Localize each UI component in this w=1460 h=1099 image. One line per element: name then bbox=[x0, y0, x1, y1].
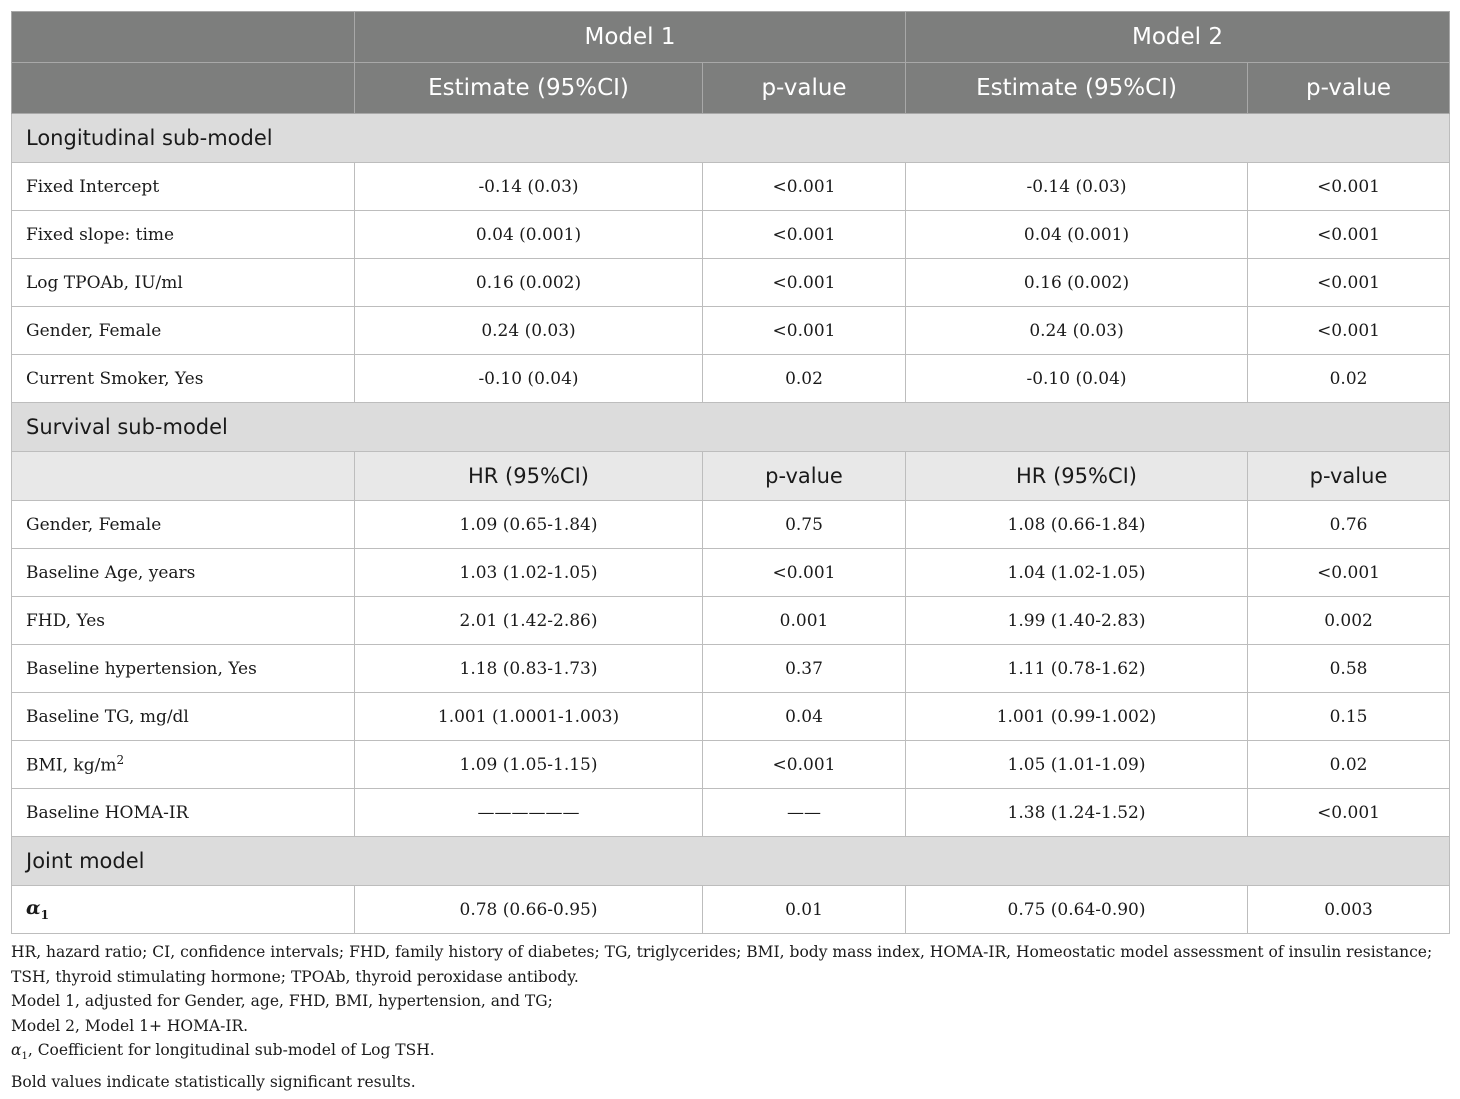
model1-pvalue-cell: 0.04 bbox=[703, 693, 906, 741]
model1-estimate-cell: 1.18 (0.83-1.73) bbox=[355, 645, 703, 693]
row-label-text: Baseline TG, mg/dl bbox=[26, 706, 189, 727]
model2-estimate-cell: 0.75 (0.64-0.90) bbox=[906, 886, 1248, 934]
model2-estimate-cell: 1.38 (1.24-1.52) bbox=[906, 789, 1248, 837]
table-row bbox=[12, 307, 1450, 355]
model2-pvalue-header: p-value bbox=[1248, 63, 1450, 114]
table-row bbox=[12, 501, 1450, 549]
alpha-symbol bbox=[26, 897, 49, 922]
table-row bbox=[12, 211, 1450, 259]
model1-pvalue-cell: <0.001 bbox=[703, 163, 906, 211]
model2-hr-header: HR (95%CI) bbox=[906, 452, 1248, 501]
model1-pvalue-header: p-value bbox=[703, 63, 906, 114]
alpha-symbol bbox=[11, 1041, 28, 1063]
table-row bbox=[12, 693, 1450, 741]
model2-pvalue-header: p-value bbox=[1248, 452, 1450, 501]
table-row bbox=[12, 259, 1450, 307]
survival-subheader-row bbox=[12, 452, 1450, 501]
model1-pvalue-cell: 0.37 bbox=[703, 645, 906, 693]
row-label bbox=[12, 597, 355, 645]
table-row bbox=[12, 549, 1450, 597]
model2-estimate-cell: 1.11 (0.78-1.62) bbox=[906, 645, 1248, 693]
row-label-text: Baseline HOMA-IR bbox=[26, 802, 189, 823]
row-label bbox=[12, 501, 355, 549]
model1-pvalue-cell: <0.001 bbox=[703, 307, 906, 355]
model1-estimate-cell: 1.001 (1.0001-1.003) bbox=[355, 693, 703, 741]
model1-pvalue-header: p-value bbox=[703, 452, 906, 501]
row-label-text: Fixed Intercept bbox=[26, 176, 160, 197]
row-label bbox=[12, 355, 355, 403]
model1-estimate-cell: -0.14 (0.03) bbox=[355, 163, 703, 211]
model1-pvalue-cell: <0.001 bbox=[703, 549, 906, 597]
model1-estimate-cell: 0.24 (0.03) bbox=[355, 307, 703, 355]
model1-estimate-cell: 1.09 (0.65-1.84) bbox=[355, 501, 703, 549]
table-row bbox=[12, 741, 1450, 789]
model2-pvalue-cell: 0.58 bbox=[1248, 645, 1450, 693]
row-label bbox=[12, 693, 355, 741]
model1-header: Model 1 bbox=[355, 12, 906, 63]
table-row bbox=[12, 789, 1450, 837]
row-label-text: Fixed slope: time bbox=[26, 224, 175, 245]
model2-estimate-cell: 1.99 (1.40-2.83) bbox=[906, 597, 1248, 645]
model2-estimate-cell: 0.04 (0.001) bbox=[906, 211, 1248, 259]
subheader-empty-cell bbox=[12, 452, 355, 501]
model2-estimate-cell: 1.08 (0.66-1.84) bbox=[906, 501, 1248, 549]
model2-estimate-cell: -0.14 (0.03) bbox=[906, 163, 1248, 211]
row-label bbox=[12, 741, 355, 789]
footnote-bold-note: Bold values indicate statistically significant results. bbox=[11, 1072, 416, 1091]
model1-estimate-cell: 2.01 (1.42-2.86) bbox=[355, 597, 703, 645]
table-row bbox=[12, 355, 1450, 403]
row-label-text: Gender, Female bbox=[26, 514, 162, 535]
row-label-text: Baseline hypertension, Yes bbox=[26, 658, 257, 679]
row-label bbox=[12, 789, 355, 837]
model1-estimate-header: Estimate (95%CI) bbox=[355, 63, 703, 114]
alpha-glyph: α bbox=[11, 1041, 22, 1059]
alpha-text: , Coefficient for longitudinal sub-model of Log TSH. bbox=[27, 1041, 435, 1059]
footnote-alpha bbox=[11, 1038, 1449, 1070]
footnote-model1: Model 1, adjusted for Gender, age, FHD, BMI, hypertension, and TG; bbox=[11, 992, 553, 1010]
footnote-model2: Model 2, Model 1+ HOMA-IR. bbox=[11, 1016, 249, 1035]
model2-pvalue-cell: 0.15 bbox=[1248, 693, 1450, 741]
model2-estimate-cell: 0.16 (0.002) bbox=[906, 259, 1248, 307]
model1-pvalue-cell: <0.001 bbox=[703, 211, 906, 259]
alpha-subscript: 1 bbox=[40, 907, 49, 922]
model1-estimate-cell: 0.04 (0.001) bbox=[355, 211, 703, 259]
model2-pvalue-cell: 0.003 bbox=[1248, 886, 1450, 934]
model1-estimate-cell: 1.09 (1.05-1.15) bbox=[355, 741, 703, 789]
model2-pvalue-cell: <0.001 bbox=[1248, 789, 1450, 837]
model2-pvalue-cell: <0.001 bbox=[1248, 211, 1450, 259]
header-empty-cell bbox=[12, 12, 355, 63]
section-title: Survival sub-model bbox=[12, 403, 1450, 452]
model1-pvalue-cell: 0.75 bbox=[703, 501, 906, 549]
section-title: Longitudinal sub-model bbox=[12, 114, 1450, 163]
model1-estimate-cell: -0.10 (0.04) bbox=[355, 355, 703, 403]
row-label bbox=[12, 163, 355, 211]
model2-estimate-cell: 0.24 (0.03) bbox=[906, 307, 1248, 355]
results-table bbox=[11, 11, 1450, 934]
model2-pvalue-cell: <0.001 bbox=[1248, 259, 1450, 307]
table-row bbox=[12, 645, 1450, 693]
model1-estimate-cell: 1.03 (1.02-1.05) bbox=[355, 549, 703, 597]
row-label bbox=[12, 259, 355, 307]
model2-pvalue-cell: <0.001 bbox=[1248, 549, 1450, 597]
footnotes bbox=[11, 940, 1449, 1094]
model2-pvalue-cell: <0.001 bbox=[1248, 307, 1450, 355]
section-row-longitudinal bbox=[12, 114, 1450, 163]
table-page bbox=[11, 11, 1449, 1094]
table-row bbox=[12, 886, 1450, 934]
row-label bbox=[12, 549, 355, 597]
header-empty-cell bbox=[12, 63, 355, 114]
alpha-subscript: 1 bbox=[21, 1051, 28, 1063]
model2-pvalue-cell: 0.76 bbox=[1248, 501, 1450, 549]
model2-estimate-cell: 1.001 (0.99-1.002) bbox=[906, 693, 1248, 741]
row-label bbox=[12, 886, 355, 934]
model2-pvalue-cell: <0.001 bbox=[1248, 163, 1450, 211]
model1-pvalue-cell: 0.001 bbox=[703, 597, 906, 645]
row-label-text: FHD, Yes bbox=[26, 610, 105, 631]
model-header-row bbox=[12, 12, 1450, 63]
model2-pvalue-cell: 0.02 bbox=[1248, 355, 1450, 403]
model2-estimate-header: Estimate (95%CI) bbox=[906, 63, 1248, 114]
model1-estimate-cell: 0.16 (0.002) bbox=[355, 259, 703, 307]
model1-pvalue-cell: <0.001 bbox=[703, 741, 906, 789]
model1-hr-header: HR (95%CI) bbox=[355, 452, 703, 501]
column-header-row bbox=[12, 63, 1450, 114]
model1-pvalue-cell: 0.02 bbox=[703, 355, 906, 403]
model1-pvalue-cell: <0.001 bbox=[703, 259, 906, 307]
row-label-text: Current Smoker, Yes bbox=[26, 368, 204, 389]
model1-pvalue-cell: 0.01 bbox=[703, 886, 906, 934]
section-row-joint bbox=[12, 837, 1450, 886]
row-label-text: Gender, Female bbox=[26, 320, 162, 341]
model2-estimate-cell: -0.10 (0.04) bbox=[906, 355, 1248, 403]
section-title: Joint model bbox=[12, 837, 1450, 886]
row-label-superscript: 2 bbox=[116, 753, 125, 768]
alpha-glyph: α bbox=[26, 897, 41, 920]
footnote-abbreviations: HR, hazard ratio; CI, confidence intervals; FHD, family history of diabetes; TG, triglycerides; BMI, body mass index, HOMA-IR, Homeostatic model assessment of insulin resistance; TSH, thyroid stimulating hormone; TPOAb, thyroid peroxidase antibody. bbox=[11, 943, 1433, 986]
model2-estimate-cell: 1.05 (1.01-1.09) bbox=[906, 741, 1248, 789]
model2-header: Model 2 bbox=[906, 12, 1450, 63]
row-label bbox=[12, 645, 355, 693]
model1-estimate-cell: —————— bbox=[355, 789, 703, 837]
row-label bbox=[12, 211, 355, 259]
model1-estimate-cell: 0.78 (0.66-0.95) bbox=[355, 886, 703, 934]
row-label-text: Log TPOAb, IU/ml bbox=[26, 272, 183, 293]
model2-pvalue-cell: 0.002 bbox=[1248, 597, 1450, 645]
table-row bbox=[12, 163, 1450, 211]
row-label-text: Baseline Age, years bbox=[26, 562, 196, 583]
model2-estimate-cell: 1.04 (1.02-1.05) bbox=[906, 549, 1248, 597]
row-label bbox=[12, 307, 355, 355]
model1-pvalue-cell: —— bbox=[703, 789, 906, 837]
section-row-survival bbox=[12, 403, 1450, 452]
table-row bbox=[12, 597, 1450, 645]
row-label-text: BMI, kg/m bbox=[26, 755, 117, 776]
model2-pvalue-cell: 0.02 bbox=[1248, 741, 1450, 789]
